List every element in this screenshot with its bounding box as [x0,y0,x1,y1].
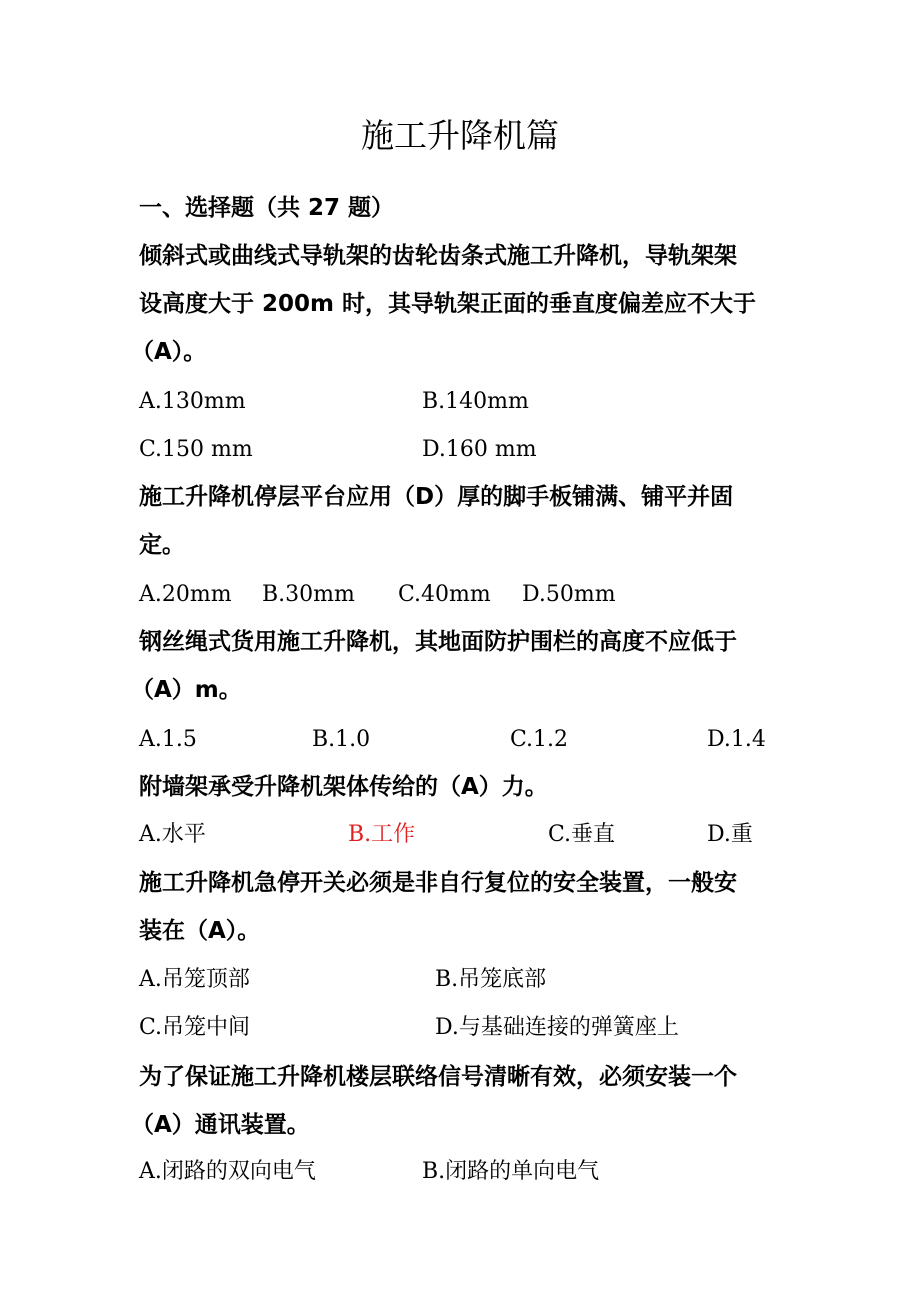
question-4-option-a: A.水平 [139,822,206,847]
question-4-option-b-highlighted: B.工作 [348,822,416,847]
section-heading: 一、选择题（共 27 题） [139,195,395,221]
question-4-line-1: 附墙架承受升降机架体传给的（A）力。 [139,774,548,800]
question-2-option-a: A.20mm [139,582,232,607]
question-1-line-3: （A）。 [131,339,207,365]
question-1-option-b: B.140mm [422,389,529,414]
question-3-option-a: A.1.5 [139,727,197,752]
question-6-line-1: 为了保证施工升降机楼层联络信号清晰有效，必须安装一个 [139,1064,737,1090]
question-2-option-b: B.30mm [262,582,355,607]
question-3-line-1: 钢丝绳式货用施工升降机，其地面防护围栏的高度不应低于 [139,629,737,655]
question-1-line-1: 倾斜式或曲线式导轨架的齿轮齿条式施工升降机，导轨架架 [139,243,737,269]
question-2-option-d: D.50mm [522,582,616,607]
question-2-line-1: 施工升降机停层平台应用（D）厚的脚手板铺满、铺平并固 [139,484,734,510]
question-3-option-c: C.1.2 [510,727,569,752]
question-1-line-2: 设高度大于 200m 时，其导轨架正面的垂直度偏差应不大于 [139,291,756,317]
question-2-option-c: C.40mm [398,582,491,607]
question-4-option-d: D.重 [707,822,753,847]
question-2-line-2: 定。 [139,532,185,558]
question-1-option-c: C.150 mm [139,437,253,462]
question-3-line-2: （A）m。 [131,677,242,703]
question-5-option-a: A.吊笼顶部 [139,967,250,992]
question-6-option-a: A.闭路的双向电气 [139,1159,316,1184]
question-5-option-d: D.与基础连接的弹簧座上 [435,1015,679,1040]
question-3-option-b: B.1.0 [312,727,371,752]
question-1-option-a: A.130mm [139,389,246,414]
question-5-line-1: 施工升降机急停开关必须是非自行复位的安全装置，一般安 [139,870,737,896]
question-6-option-b: B.闭路的单向电气 [422,1159,600,1184]
question-4-option-c: C.垂直 [548,822,616,847]
question-3-option-d: D.1.4 [707,727,766,752]
question-5-line-2: 装在（A）。 [139,918,261,944]
question-6-line-2: （A）通讯装置。 [131,1112,310,1138]
question-5-option-b: B.吊笼底部 [435,967,547,992]
question-5-option-c: C.吊笼中间 [139,1015,251,1040]
question-1-option-d: D.160 mm [422,437,537,462]
page-title: 施工升降机篇 [361,116,559,155]
